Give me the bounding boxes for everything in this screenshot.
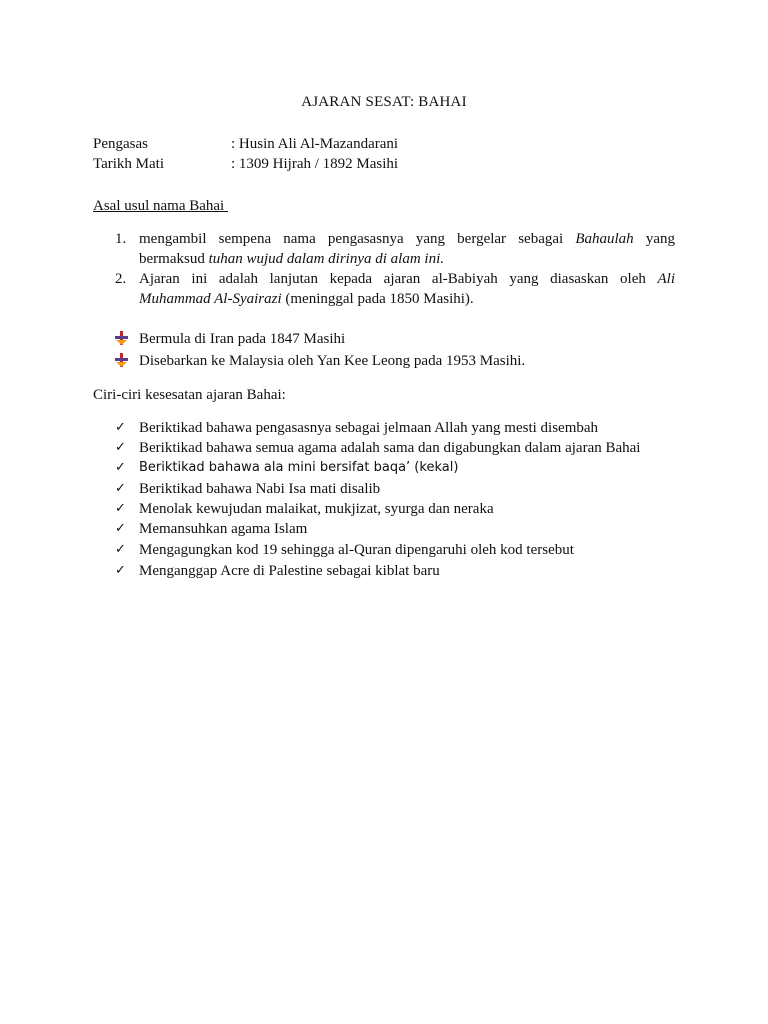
document-title: AJARAN SESAT: BAHAI [301,94,467,110]
check-icon: ✓ [115,481,126,496]
list-number-1: 1. [115,231,127,247]
feature-item: Beriktikad bahawa ala mini bersifat baqa’ (kekal) [139,460,459,475]
check-icon: ✓ [115,440,126,455]
list-item-1-line-2-text: bermaksud [139,251,209,267]
list-item-2-line-1 [139,269,675,289]
feature-item: Beriktikad bahawa pengasasnya sebagai jelmaan Allah yang mesti disembah [139,420,599,436]
features-heading: Ciri-ciri kesesatan ajaran Bahai: [93,387,286,403]
arrow-bullet-icon [115,331,129,345]
feature-item: Memansuhkan agama Islam [139,521,308,537]
arrow-bullet-icon [115,353,129,367]
list-item-2-line-2-text: (meninggal pada 1850 Masihi). [281,291,474,307]
feature-item: Mengagungkan kod 19 sehingga al-Quran dipengaruhi oleh kod tersebut [139,542,574,558]
feature-item: Menganggap Acre di Palestine sebagai kiblat baru [139,563,440,579]
list-item-1-text-end: yang [633,231,675,247]
info-label-death-date: Tarikh Mati [93,156,165,172]
check-icon: ✓ [115,420,126,435]
info-value-founder: : Husin Ali Al-Mazandarani [231,136,399,152]
check-icon: ✓ [115,460,126,475]
info-label-founder: Pengasas [93,136,148,152]
list-item-2-text: Ajaran ini adalah lanjutan kepada ajaran al-Babiyah yang diasaskan oleh [139,271,658,287]
list-item-1-line-1 [139,229,675,249]
list-item-2-italic: Ali [657,271,675,287]
arrow-bullet-item: Bermula di Iran pada 1847 Masihi [139,331,346,347]
list-item-1-italic: Bahaulah [575,231,634,247]
feature-item: Beriktikad bahawa semua agama adalah sama dan digabungkan dalam ajaran Bahai [139,440,641,456]
check-icon: ✓ [115,542,126,557]
list-number-2: 2. [115,271,127,287]
feature-item: Menolak kewujudan malaikat, mukjizat, syurga dan neraka [139,501,494,517]
check-icon: ✓ [115,563,126,578]
list-item-2-line-2 [139,289,474,309]
feature-item: Beriktikad bahawa Nabi Isa mati disalib [139,481,381,497]
check-icon: ✓ [115,521,126,536]
list-item-1-line-2-italic: tuhan wujud dalam dirinya di alam ini. [208,251,445,267]
list-item-2-line-2-italic: Muhammad Al-Syairazi [139,291,282,307]
list-item-1-line-2 [139,249,444,269]
arrow-bullet-item: Disebarkan ke Malaysia oleh Yan Kee Leong pada 1953 Masihi. [139,353,526,369]
list-item-1-text: mengambil sempena nama pengasasnya yang bergelar sebagai [139,231,576,247]
info-value-death-date: : 1309 Hijrah / 1892 Masihi [231,156,399,172]
origin-heading: Asal usul nama Bahai [93,198,228,214]
check-icon: ✓ [115,501,126,516]
